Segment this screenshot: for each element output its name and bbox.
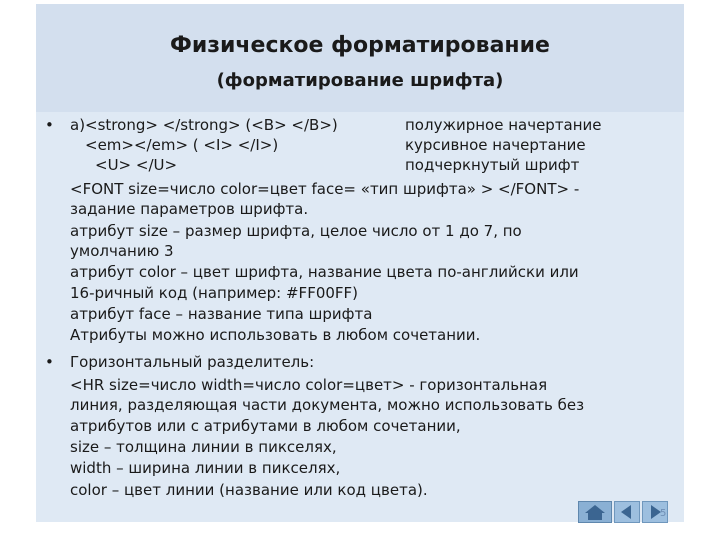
line-font-desc: задание параметров шрифта. [70,200,309,218]
line-hr-desc-2: атрибутов или с атрибутами в любом сочетании, [70,417,461,435]
line-hr-desc-1: линия, разделяющая части документа, можно использовать без [70,396,585,414]
line-u-tag: <U> </U> [95,156,178,174]
bullet-1: • [45,116,54,134]
line-hr-color: color – цвет линии (название или код цвета). [70,481,428,499]
line-underline-desc: подчеркнутый шрифт [405,156,580,174]
line-face-attr: атрибут face – название типа шрифта [70,305,373,323]
bullet-2: • [45,353,54,371]
home-icon [579,502,611,522]
page-number: 5 [660,508,667,519]
line-strong-tag: a)<strong> </strong> (<B> </B>) [70,116,338,134]
line-attr-combo: Атрибуты можно использовать в любом сочетании. [70,326,481,344]
line-hr-tag: <HR size=число width=число color=цвет> - горизонтальная [70,376,548,394]
line-size-attr: атрибут size – размер шрифта, целое число от 1 до 7, по [70,222,522,240]
line-hr-heading: Горизонтальный разделитель: [70,353,315,371]
line-bold-desc: полужирное начертание [405,116,602,134]
slide-subtitle: (форматирование шрифта) [216,70,504,91]
line-hr-width: width – ширина линии в пикселях, [70,459,341,477]
slide-title: Физическое форматирование [170,33,550,58]
line-hr-size: size – толщина линии в пикселях, [70,438,337,456]
line-italic-desc: курсивное начертание [405,136,586,154]
line-font-tag: <FONT size=число color=цвет face= «тип шрифта» > </FONT> - [70,180,580,198]
line-em-tag: <em></em> ( <I> </I>) [85,136,279,154]
nav-home-button[interactable] [578,501,612,523]
line-size-default: умолчанию 3 [70,242,174,260]
line-color-attr: атрибут color – цвет шрифта, название цвета по-английски или [70,263,579,281]
arrow-left-icon [615,502,639,522]
line-color-example: 16-ричный код (например: #FF00FF) [70,284,359,302]
nav-prev-button[interactable] [614,501,640,523]
